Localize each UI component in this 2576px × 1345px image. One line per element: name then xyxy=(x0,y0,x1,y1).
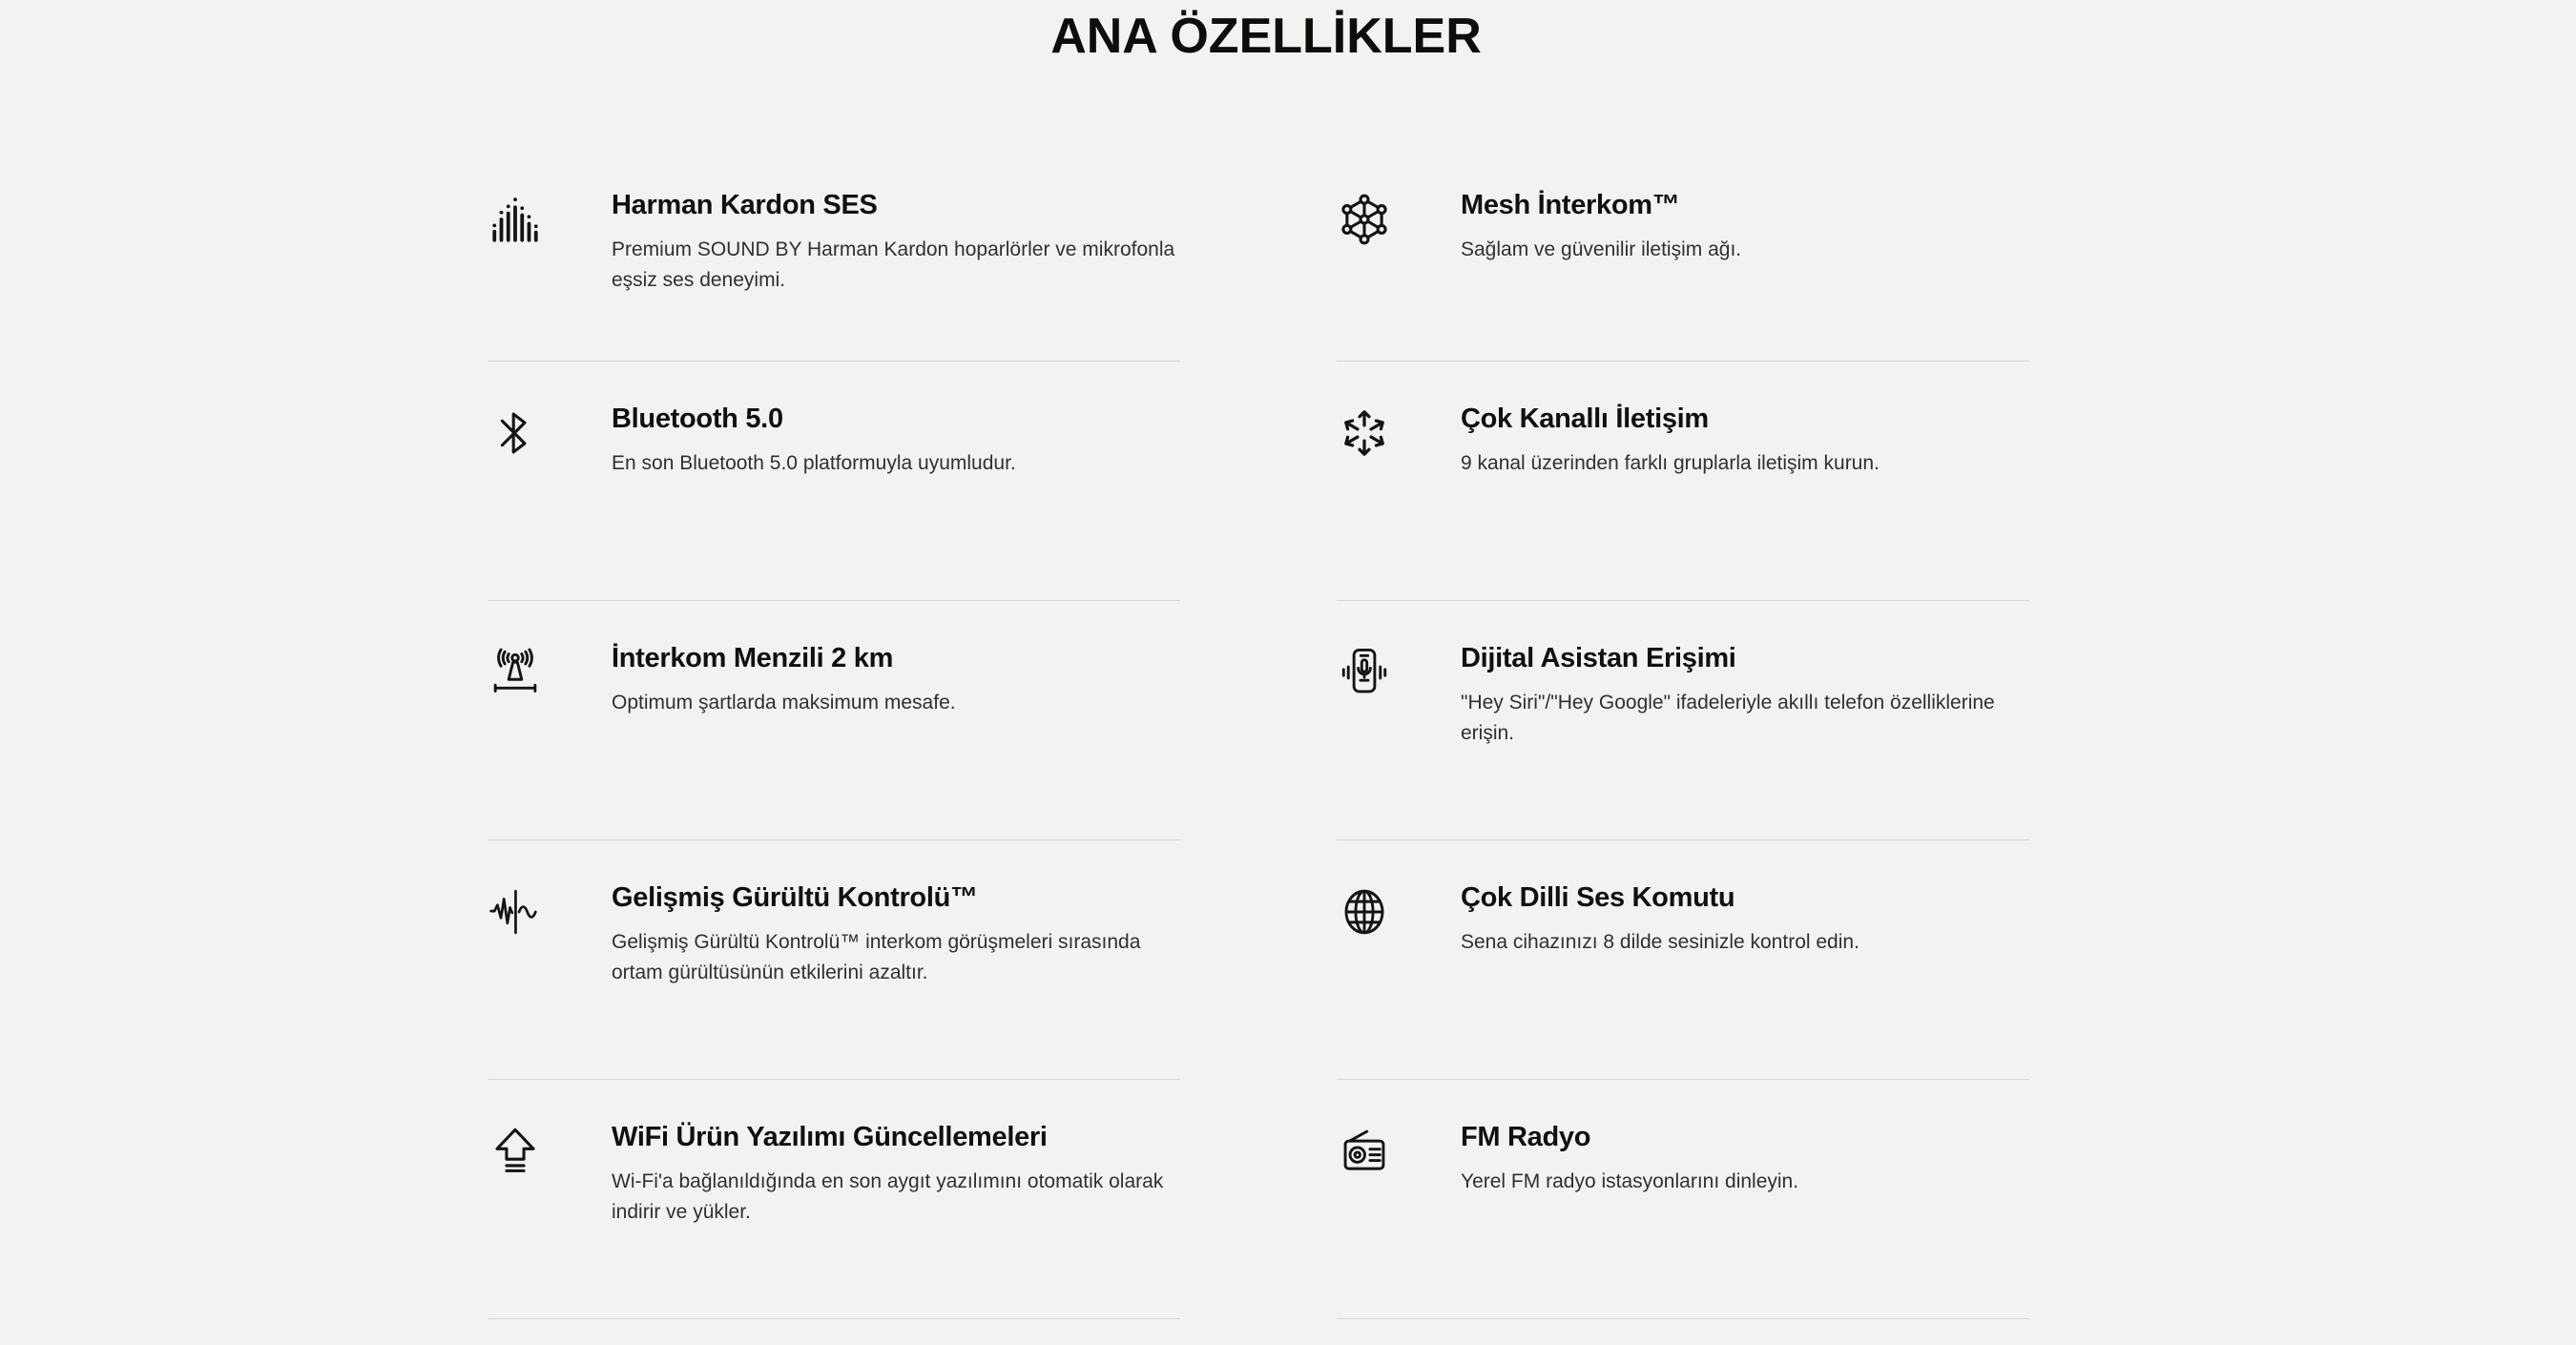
feature-icon-wrap xyxy=(1337,643,1461,700)
feature-icon-wrap xyxy=(1337,404,1461,461)
feature-description: "Hey Siri"/"Hey Google" ifadeleriyle akıllı telefon özelliklerine erişin. xyxy=(1461,691,1995,744)
feature-icon-wrap xyxy=(488,1122,612,1179)
feature-description: Optimum şartlarda maksimum mesafe. xyxy=(612,691,956,714)
feature-title: Çok Kanallı İletişim xyxy=(1461,404,1709,435)
bluetooth-icon xyxy=(488,405,543,461)
feature-title: Gelişmiş Gürültü Kontrolü™ xyxy=(612,882,978,914)
feature-item xyxy=(488,1080,1180,1319)
feature-title: Dijital Asistan Erişimi xyxy=(1461,643,1736,674)
phone-voice-assistant-icon xyxy=(1337,645,1392,700)
feature-body xyxy=(1461,643,2029,748)
feature-description: Yerel FM radyo istasyonlarını dinleyin. xyxy=(1461,1169,1799,1192)
feature-item xyxy=(1337,601,2029,840)
feature-title: Çok Dilli Ses Komutu xyxy=(1461,882,1735,914)
feature-icon-wrap xyxy=(488,404,612,461)
antenna-range-icon xyxy=(488,645,543,700)
feature-body xyxy=(1461,190,2029,264)
feature-icon-wrap xyxy=(488,882,612,940)
feature-title: Mesh İnterkom™ xyxy=(1461,190,1680,221)
feature-title: WiFi Ürün Yazılımı Güncellemeleri xyxy=(612,1122,1048,1153)
feature-body xyxy=(612,404,1180,478)
feature-body xyxy=(612,1122,1180,1227)
audio-equalizer-icon xyxy=(488,192,543,247)
feature-icon-wrap xyxy=(1337,190,1461,247)
feature-item xyxy=(1337,840,2029,1080)
feature-title: Bluetooth 5.0 xyxy=(612,404,783,435)
feature-body xyxy=(612,882,1180,987)
feature-item xyxy=(1337,1080,2029,1319)
multi-direction-arrows-icon xyxy=(1337,405,1392,461)
features-grid xyxy=(488,190,2029,1319)
mesh-network-icon xyxy=(1337,192,1392,247)
feature-item xyxy=(488,601,1180,840)
feature-body xyxy=(1461,404,2029,478)
feature-item xyxy=(1337,190,2029,362)
feature-description: Sena cihazınızı 8 dilde sesinizle kontrol edin. xyxy=(1461,930,1859,953)
feature-body xyxy=(1461,1122,2029,1196)
feature-title: İnterkom Menzili 2 km xyxy=(612,643,894,674)
feature-title: FM Radyo xyxy=(1461,1122,1591,1153)
feature-item xyxy=(1337,362,2029,601)
feature-description: Premium SOUND BY Harman Kardon hoparlörler ve mikrofonla eşsiz ses deneyimi. xyxy=(612,238,1175,291)
feature-body xyxy=(612,190,1180,295)
globe-icon xyxy=(1337,884,1392,940)
feature-icon-wrap xyxy=(1337,882,1461,940)
feature-body xyxy=(612,643,1180,717)
feature-description: Wi-Fi'a bağlanıldığında en son aygıt yazılımını otomatik olarak indirir ve yükler. xyxy=(612,1169,1164,1223)
feature-item xyxy=(488,362,1180,601)
feature-description: En son Bluetooth 5.0 platformuyla uyumludur. xyxy=(612,451,1016,474)
feature-icon-wrap xyxy=(488,643,612,700)
feature-description: 9 kanal üzerinden farklı gruplarla iletişim kurun. xyxy=(1461,451,1880,474)
feature-icon-wrap xyxy=(1337,1122,1461,1179)
feature-title: Harman Kardon SES xyxy=(612,190,878,221)
section-title: ANA ÖZELLİKLER xyxy=(1050,9,1482,64)
fm-radio-icon xyxy=(1337,1124,1392,1179)
feature-description: Sağlam ve güvenilir iletişim ağı. xyxy=(1461,238,1742,260)
feature-item xyxy=(488,190,1180,362)
feature-item xyxy=(488,840,1180,1080)
upload-arrow-icon xyxy=(488,1124,543,1179)
noise-waveform-icon xyxy=(488,884,543,940)
feature-description: Gelişmiş Gürültü Kontrolü™ interkom görüşmeleri sırasında ortam gürültüsünün etkilerini azaltır. xyxy=(612,930,1141,983)
feature-body xyxy=(1461,882,2029,957)
feature-icon-wrap xyxy=(488,190,612,247)
